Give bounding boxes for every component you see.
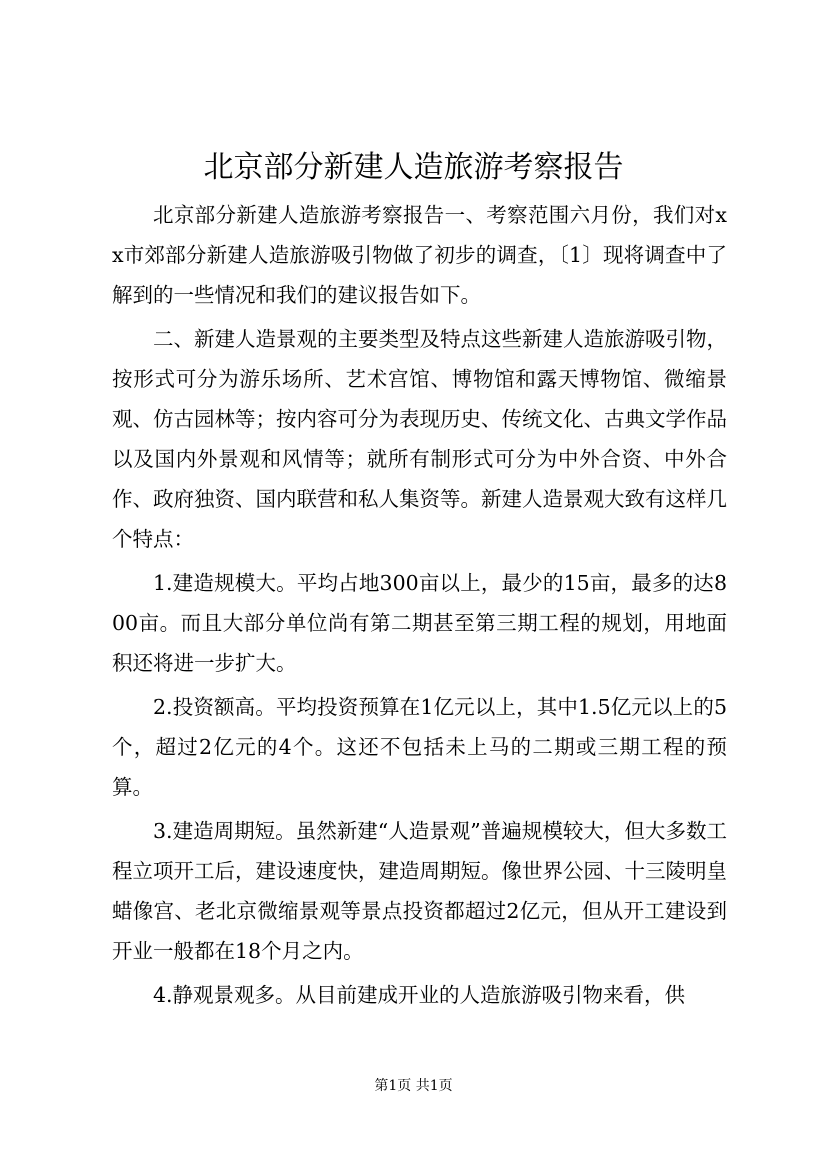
paragraph-scope: 北京部分新建人造旅游考察报告一、考察范围六月份，我们对xx市郊部分新建人造旅游吸引物做了初步的调查，〔1〕现将调查中了解到的一些情况和我们的建议报告如下。 xyxy=(112,203,727,307)
page-footer: 第1页 共1页 xyxy=(374,1078,453,1094)
document-title: 北京部分新建人造旅游考察报告 xyxy=(203,150,624,185)
paragraph-types-and-features: 二、新建人造景观的主要类型及特点这些新建人造旅游吸引物，按形式可分为游乐场所、艺术宫馆、博物馆和露天博物馆、微缩景观、仿古园林等；按内容可分为表现历史、传统文化、古典文学作品以及国内外景观和风情等；就所有制形式可分为中外合资、中外合作、政府独资、国内联营和私人集资等。新建人造景观大致有这样几个特点： xyxy=(112,327,727,551)
paragraph-feature-2: 2.投资额高。平均投资预算在1亿元以上，其中1.5亿元以上的5个，超过2亿元的4个。这还不包括未上马的二期或三期工程的预算。 xyxy=(112,695,727,799)
paragraph-feature-1: 1.建造规模大。平均占地300亩以上，最少的15亩，最多的达800亩。而且大部分单位尚有第二期甚至第三期工程的规划，用地面积还将进一步扩大。 xyxy=(112,571,727,675)
paragraph-feature-3: 3.建造周期短。虽然新建“人造景观”普遍规模较大，但大多数工程立项开工后，建设速度快，建造周期短。像世界公园、十三陵明皇蜡像宫、老北京微缩景观等景点投资都超过2亿元，但从开工建设到开业一般都在18个月之内。 xyxy=(112,819,727,963)
document-body xyxy=(112,195,727,1019)
paragraph-feature-4: 4.静观景观多。从目前建成开业的人造旅游吸引物来看，供 xyxy=(153,983,686,1007)
